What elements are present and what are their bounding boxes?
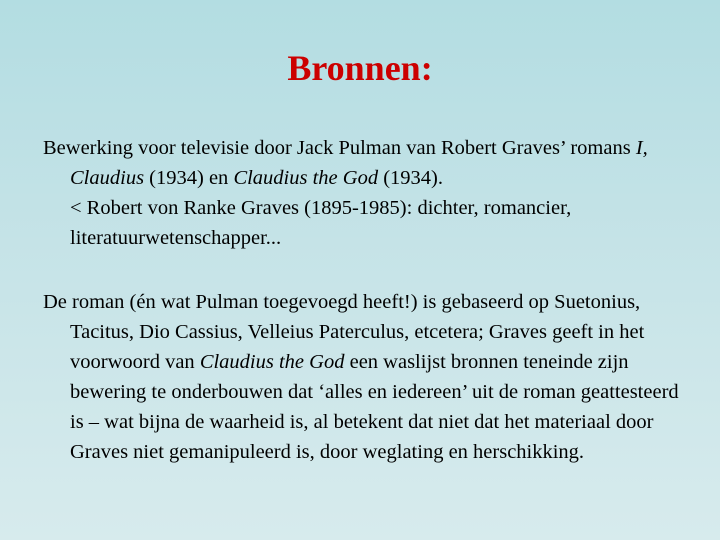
paragraph-author-note: < Robert von Ranke Graves (1895-1985): dichter, romancier, literatuurwetenschapper... xyxy=(70,197,572,249)
paragraph-adaptation-text-1: Bewerking voor televisie door Jack Pulman van Robert Graves’ romans xyxy=(43,137,636,159)
book-title-i-claudius: I, Claudius xyxy=(70,137,648,189)
paragraph-adaptation-text-3: (1934). xyxy=(378,167,443,189)
paragraph-adaptation-text-2: (1934) en xyxy=(144,167,234,189)
paragraph-sources xyxy=(43,287,683,467)
paragraph-spacer xyxy=(43,253,683,287)
book-title-claudius-the-god-2: Claudius the God xyxy=(199,351,345,373)
paragraph-sources-text-2: een waslijst bronnen teneinde zijn bewering te onderbouwen dat ‘alles en iedereen’ uit de roman geattesteerd is – wat bijna de waarheid is, al betekent dat niet dat het materiaal door Graves niet gemanipuleerd is, door weglating en herschikking. xyxy=(70,351,679,463)
slide-title: Bronnen: xyxy=(287,48,433,88)
paragraph-adaptation xyxy=(43,133,683,193)
book-title-claudius-the-god: Claudius the God xyxy=(233,167,379,189)
slide-body xyxy=(43,133,683,467)
paragraph-sources-text-1: De roman (én wat Pulman toegevoegd heeft!) is gebaseerd op Suetonius, Tacitus, Dio Cassius, Velleius Paterculus, etcetera; Graves geeft in het voorwoord van xyxy=(43,291,645,373)
